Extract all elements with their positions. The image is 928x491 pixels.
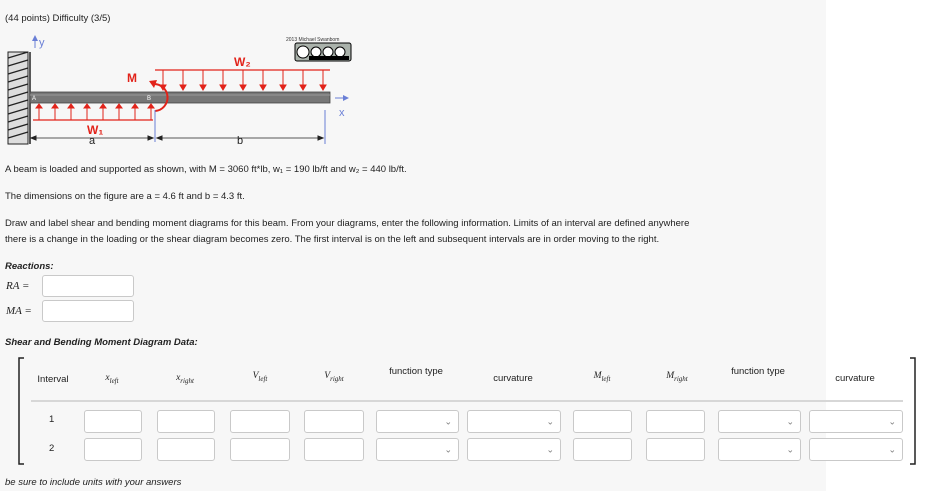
- beam-figure: [5, 32, 365, 150]
- row-2-x-left-input[interactable]: [84, 438, 142, 461]
- chevron-down-icon: ⌄: [444, 444, 452, 454]
- row-1-m-right-input[interactable]: [646, 410, 705, 433]
- table-title: Shear and Bending Moment Diagram Data:: [5, 337, 198, 348]
- dim-a-label: a: [89, 135, 96, 147]
- row-1-v-right-input[interactable]: [304, 410, 364, 433]
- row-1-x-right-input[interactable]: [157, 410, 215, 433]
- w2-label: W₂: [234, 55, 251, 69]
- row-1-v-left-input[interactable]: [230, 410, 290, 433]
- row-2-m-left-input[interactable]: [573, 438, 632, 461]
- points-difficulty: (44 points) Difficulty (3/5): [5, 13, 111, 24]
- chevron-down-icon: ⌄: [546, 416, 554, 426]
- ra-label: RA =: [6, 280, 30, 292]
- row-1-x-left-input[interactable]: [84, 410, 142, 433]
- point-a-label: A: [32, 96, 37, 102]
- copyright-text: 2013 Michael Swanbom: [286, 37, 340, 43]
- col-v-right: $V_{right}$: [324, 371, 344, 383]
- chevron-down-icon: ⌄: [786, 416, 794, 426]
- moment-label: M: [127, 71, 137, 85]
- y-axis-label: y: [39, 37, 45, 49]
- chevron-down-icon: ⌄: [888, 416, 896, 426]
- problem-dimensions: The dimensions on the figure are a = 4.6 ft and b = 4.3 ft.: [5, 191, 245, 202]
- row-1-interval: 1: [49, 414, 55, 425]
- x-axis-label: x: [339, 107, 345, 119]
- w1-label: W₁: [87, 123, 104, 137]
- row-1-m-left-input[interactable]: [573, 410, 632, 433]
- ma-input[interactable]: [42, 300, 134, 322]
- dim-b-label: b: [237, 135, 244, 147]
- chevron-down-icon: ⌄: [786, 444, 794, 454]
- point-b-label: B: [147, 96, 152, 102]
- col-function-type-2: function type: [731, 366, 785, 377]
- row-1-curvature-2-select[interactable]: [809, 410, 903, 433]
- row-1-function-type-select[interactable]: [376, 410, 459, 433]
- chevron-down-icon: ⌄: [546, 444, 554, 454]
- row-2-curvature-select[interactable]: [467, 438, 561, 461]
- row-2-interval: 2: [49, 443, 55, 454]
- cc-license-logo: [295, 43, 351, 61]
- chevron-down-icon: ⌄: [444, 416, 452, 426]
- row-2-curvature-2-select[interactable]: [809, 438, 903, 461]
- problem-instructions-1: Draw and label shear and bending moment diagrams for this beam. From your diagrams, enter the following information. Limits of an interval are defined anywhere: [5, 218, 690, 229]
- row-2-function-type-2-select[interactable]: [718, 438, 801, 461]
- row-2-v-right-input[interactable]: [304, 438, 364, 461]
- row-2-v-left-input[interactable]: [230, 438, 290, 461]
- col-m-left: $M_{left}$: [593, 371, 611, 383]
- distributed-load-w1: [33, 104, 154, 120]
- problem-instructions-2: there is a change in the loading or the shear diagram becomes zero. The first interval is on the left and subsequent intervals are in order moving to the right.: [5, 234, 660, 245]
- col-x-right: $x_{right}$: [176, 373, 194, 385]
- col-v-left: $V_{left}$: [252, 371, 268, 383]
- distributed-load-w2: [155, 70, 330, 90]
- y-axis-arrow: [32, 35, 38, 48]
- header-divider: [31, 400, 903, 402]
- row-1-curvature-select[interactable]: [467, 410, 561, 433]
- chevron-down-icon: ⌄: [888, 444, 896, 454]
- row-2-function-type-select[interactable]: [376, 438, 459, 461]
- ma-label: MA =: [6, 305, 32, 317]
- reactions-title: Reactions:: [5, 261, 54, 272]
- beam: [30, 92, 330, 103]
- problem-given-values: A beam is loaded and supported as shown, with M = 3060 ft*lb, w₁ = 190 lb/ft and w₂ = 440 lb/ft.: [5, 164, 407, 175]
- row-2-x-right-input[interactable]: [157, 438, 215, 461]
- row-2-m-right-input[interactable]: [646, 438, 705, 461]
- col-x-left: $x_{left}$: [105, 373, 119, 385]
- ra-input[interactable]: [42, 275, 134, 297]
- col-function-type-1: function type: [389, 366, 443, 377]
- fixed-wall: [8, 52, 30, 144]
- x-axis-arrow: [335, 95, 349, 101]
- dimension-lines: [31, 110, 325, 144]
- row-1-function-type-2-select[interactable]: [718, 410, 801, 433]
- units-note: be sure to include units with your answers: [5, 477, 182, 488]
- col-interval: Interval: [37, 374, 69, 385]
- col-curvature-1: curvature: [493, 373, 533, 384]
- col-curvature-2: curvature: [835, 373, 875, 384]
- col-m-right: $M_{right}$: [666, 371, 688, 383]
